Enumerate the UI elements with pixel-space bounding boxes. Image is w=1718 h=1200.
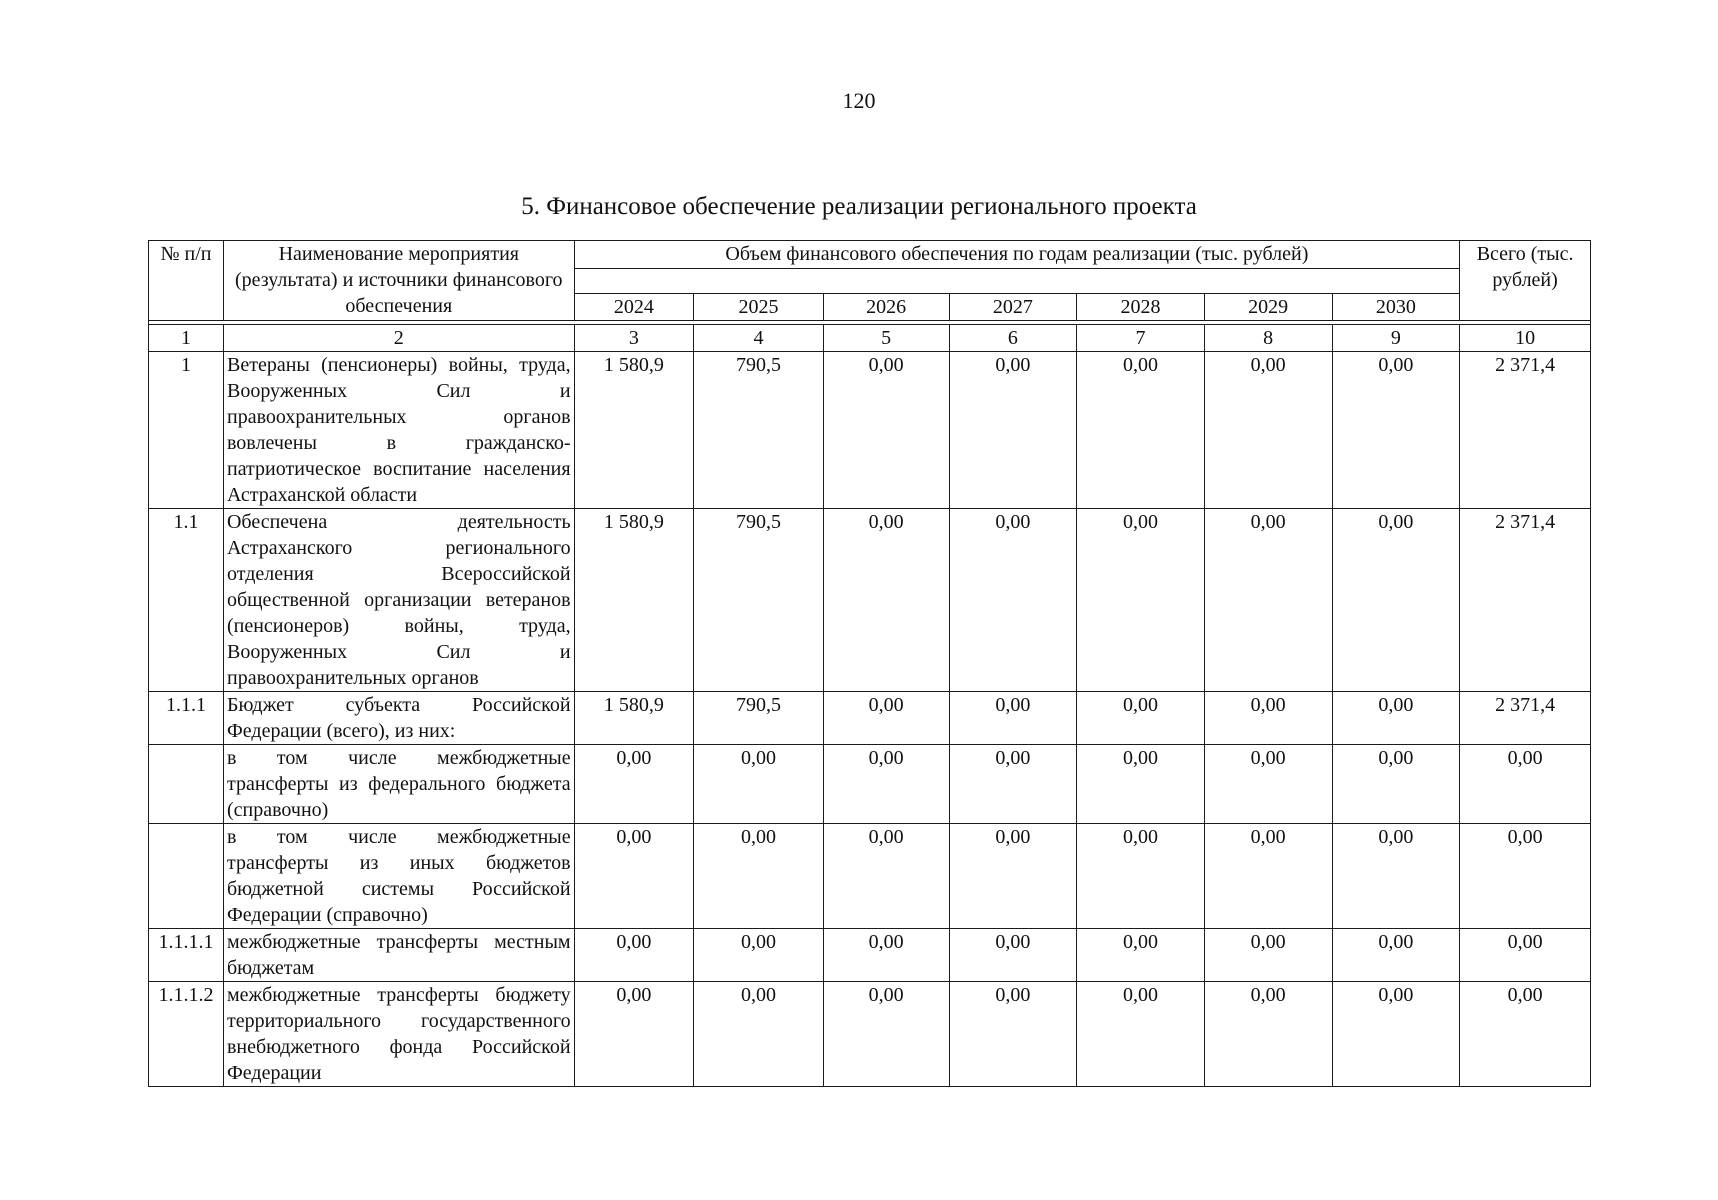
value-2029: 0,00 [1204, 982, 1332, 1087]
header-year-2026: 2026 [823, 294, 949, 321]
row-code: 1.1.1 [149, 692, 224, 745]
row-code: 1.1.1.1 [149, 929, 224, 982]
row-name: в том числе межбюджетные трансферты из иных бюджетов бюджетной системы Российской Федерации (справочно) [223, 824, 574, 929]
header-year-2030: 2030 [1332, 294, 1460, 321]
column-number: 10 [1460, 325, 1591, 352]
table-row [149, 982, 1591, 1087]
value-2025: 0,00 [694, 929, 824, 982]
row-name: межбюджетные трансферты местным бюджетам [223, 929, 574, 982]
column-number: 4 [694, 325, 824, 352]
value-2024: 0,00 [574, 929, 694, 982]
row-total: 0,00 [1460, 824, 1591, 929]
value-2028: 0,00 [1077, 824, 1205, 929]
row-total: 2 371,4 [1460, 692, 1591, 745]
value-2030: 0,00 [1332, 509, 1460, 692]
value-2030: 0,00 [1332, 692, 1460, 745]
value-2026: 0,00 [823, 824, 949, 929]
value-2030: 0,00 [1332, 352, 1460, 509]
value-2028: 0,00 [1077, 929, 1205, 982]
value-2025: 0,00 [694, 745, 824, 824]
value-2027: 0,00 [949, 745, 1077, 824]
value-2029: 0,00 [1204, 929, 1332, 982]
value-2027: 0,00 [949, 352, 1077, 509]
value-2026: 0,00 [823, 745, 949, 824]
header-col-name: Наименование мероприятия (результата) и источники финансового обеспечения [223, 241, 574, 321]
column-number: 2 [223, 325, 574, 352]
row-total: 2 371,4 [1460, 352, 1591, 509]
row-code: 1.1 [149, 509, 224, 692]
value-2027: 0,00 [949, 982, 1077, 1087]
value-2027: 0,00 [949, 509, 1077, 692]
value-2024: 0,00 [574, 982, 694, 1087]
financing-table [148, 240, 1591, 1087]
row-code [149, 824, 224, 929]
row-name: Обеспечена деятельность Астраханского регионального отделения Всероссийской общественной организации ветеранов (пенсионеров) войны, труда, Вооруженных Сил и правоохранительных органов [223, 509, 574, 692]
value-2029: 0,00 [1204, 352, 1332, 509]
table-row [149, 745, 1591, 824]
value-2030: 0,00 [1332, 929, 1460, 982]
table-row [149, 929, 1591, 982]
column-number: 9 [1332, 325, 1460, 352]
table-row [149, 824, 1591, 929]
value-2026: 0,00 [823, 982, 949, 1087]
column-number: 1 [149, 325, 224, 352]
value-2028: 0,00 [1077, 352, 1205, 509]
column-number: 5 [823, 325, 949, 352]
table-row [149, 352, 1591, 509]
header-blank-cell [574, 269, 1460, 294]
value-2024: 0,00 [574, 824, 694, 929]
value-2024: 1 580,9 [574, 509, 694, 692]
column-number-row [149, 325, 1591, 352]
value-2029: 0,00 [1204, 824, 1332, 929]
row-code: 1 [149, 352, 224, 509]
row-code [149, 745, 224, 824]
value-2024: 0,00 [574, 745, 694, 824]
value-2029: 0,00 [1204, 692, 1332, 745]
value-2024: 1 580,9 [574, 692, 694, 745]
value-2027: 0,00 [949, 692, 1077, 745]
row-name: межбюджетные трансферты бюджету территориального государственного внебюджетного фонда Российской Федерации [223, 982, 574, 1087]
column-number: 3 [574, 325, 694, 352]
column-number: 8 [1204, 325, 1332, 352]
header-col-no: № п/п [149, 241, 224, 321]
header-col-total: Всего (тыс. рублей) [1460, 241, 1591, 321]
row-name: Бюджет субъекта Российской Федерации (всего), из них: [223, 692, 574, 745]
header-row-top [149, 241, 1591, 269]
row-name: Ветераны (пенсионеры) войны, труда, Вооруженных Сил и правоохранительных органов вовлечены в гражданско-патриотическое воспитание населения Астраханской области [223, 352, 574, 509]
value-2028: 0,00 [1077, 509, 1205, 692]
value-2030: 0,00 [1332, 745, 1460, 824]
row-name: в том числе межбюджетные трансферты из федерального бюджета (справочно) [223, 745, 574, 824]
value-2028: 0,00 [1077, 745, 1205, 824]
value-2026: 0,00 [823, 352, 949, 509]
value-2025: 790,5 [694, 509, 824, 692]
row-total: 0,00 [1460, 982, 1591, 1087]
header-year-2024: 2024 [574, 294, 694, 321]
page-number: 120 [842, 88, 876, 113]
value-2027: 0,00 [949, 929, 1077, 982]
value-2024: 1 580,9 [574, 352, 694, 509]
value-2025: 790,5 [694, 692, 824, 745]
value-2025: 0,00 [694, 824, 824, 929]
value-2026: 0,00 [823, 509, 949, 692]
value-2026: 0,00 [823, 929, 949, 982]
value-2029: 0,00 [1204, 745, 1332, 824]
value-2028: 0,00 [1077, 692, 1205, 745]
row-total: 2 371,4 [1460, 509, 1591, 692]
value-2026: 0,00 [823, 692, 949, 745]
header-year-2028: 2028 [1077, 294, 1205, 321]
value-2029: 0,00 [1204, 509, 1332, 692]
header-year-2027: 2027 [949, 294, 1077, 321]
value-2025: 790,5 [694, 352, 824, 509]
header-col-volume: Объем финансового обеспечения по годам реализации (тыс. рублей) [574, 241, 1460, 269]
value-2027: 0,00 [949, 824, 1077, 929]
table-row [149, 692, 1591, 745]
column-number: 6 [949, 325, 1077, 352]
value-2030: 0,00 [1332, 824, 1460, 929]
section-title: 5. Финансовое обеспечение реализации регионального проекта [521, 193, 1197, 220]
value-2025: 0,00 [694, 982, 824, 1087]
row-total: 0,00 [1460, 929, 1591, 982]
value-2030: 0,00 [1332, 982, 1460, 1087]
column-number: 7 [1077, 325, 1205, 352]
row-total: 0,00 [1460, 745, 1591, 824]
value-2028: 0,00 [1077, 982, 1205, 1087]
table-row [149, 509, 1591, 692]
row-code: 1.1.1.2 [149, 982, 224, 1087]
header-year-2025: 2025 [694, 294, 824, 321]
header-year-2029: 2029 [1204, 294, 1332, 321]
